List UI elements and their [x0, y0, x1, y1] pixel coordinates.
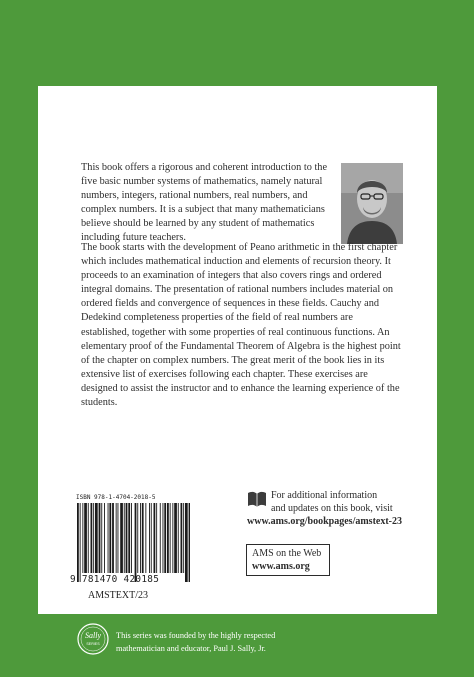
ams-web-title: AMS on the Web — [252, 548, 322, 559]
top-green-band — [0, 0, 474, 86]
barcode — [76, 503, 190, 582]
series-line-1: This series was founded by the highly respected — [116, 631, 276, 640]
author-portrait-image — [341, 163, 403, 244]
svg-text:Sally: Sally — [85, 631, 101, 640]
series-line-2: mathematician and educator, Paul J. Sally, Jr. — [116, 644, 266, 653]
left-green-band — [0, 86, 38, 614]
author-photo — [341, 163, 403, 244]
series-code: AMSTEXT/23 — [88, 590, 148, 601]
additional-info-text — [271, 489, 393, 515]
ams-on-the-web-box — [246, 544, 330, 576]
isbn-label: ISBN 978-1-4704-2018-5 — [76, 494, 156, 501]
barcode-digits: 9 781470 420185 — [70, 574, 160, 585]
book-icon — [247, 489, 267, 509]
info-line-1: For additional information — [271, 490, 378, 501]
ams-web-link[interactable]: www.ams.org — [252, 561, 310, 572]
svg-text:SERIES: SERIES — [86, 642, 100, 646]
blurb-paragraph-2: The book starts with the development of Peano arithmetic in the first chapter which includes mathematical induction and elements of recursion theory. It proceeds to an examination of integers that also covers rings and ordered integral domains. The presentation of rational numbers includes material on ordered fields and convergence of sequences in these fields. Cauchy and Dedekind completeness properties of the field of real numbers are established, together with some properties of real continuous functions. An elementary proof of the Fundamental Theorem of Algebra is the highest point of the chapter on complex numbers. The great merit of the book lies in its extensive list of exercises following each chapter. These exercises are designed to assist the instructor and to enhance the learning experience of the students. — [81, 242, 401, 409]
series-note — [116, 629, 275, 655]
right-green-band — [437, 86, 474, 614]
blurb-paragraph-1: This book offers a rigorous and coherent introduction to the five basic number systems of mathematics, namely natural numbers, integers, rational numbers, real numbers, and complex numbers. It is a subject that many mathematicians believe should be learned by any student of mathematics including future teachers. — [81, 162, 328, 244]
book-page-link[interactable]: www.ams.org/bookpages/amstext-23 — [247, 516, 402, 527]
info-line-2: and updates on this book, visit — [271, 503, 393, 514]
sally-series-logo-icon — [76, 622, 110, 656]
